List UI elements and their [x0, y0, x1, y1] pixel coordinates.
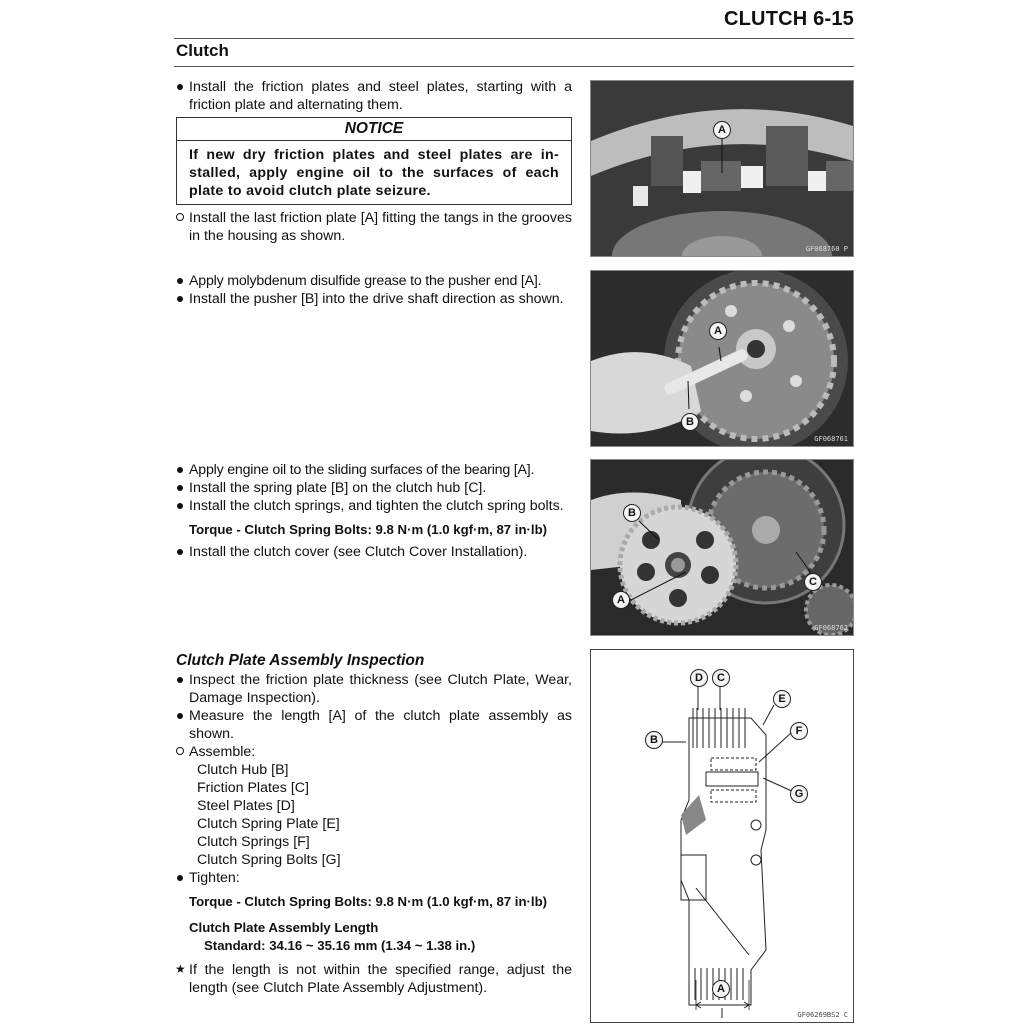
step-install-spring-plate: Install the spring plate [B] on the clutch hub [C].	[176, 479, 572, 497]
install-plates-block	[176, 78, 572, 245]
part-item: Clutch Spring Plate [E]	[197, 816, 340, 832]
pusher-install-photo	[591, 271, 853, 446]
spring-plate-block	[176, 461, 572, 561]
spec-title: Clutch Plate Assembly Length	[189, 920, 379, 935]
step-install-pusher: Install the pusher [B] into the drive shaft direction as shown.	[176, 290, 572, 308]
part-item: Clutch Spring Bolts [G]	[197, 852, 341, 868]
note-adjust-length: ★ If the length is not within the specified range, adjust the length (see Clutch Plate Assembly Adjustment).	[176, 961, 572, 997]
notice-title: NOTICE	[177, 118, 571, 141]
step-install-plates: Install the friction plates and steel plates, starting with a friction plate and alternating them.	[176, 78, 572, 114]
figure-pusher	[590, 270, 854, 447]
callout-c: C	[804, 573, 822, 591]
step-apply-grease: Apply molybdenum disulfide grease to the pusher end [A].	[176, 272, 572, 290]
figure-caption: GF06269BS2 C	[797, 1011, 848, 1019]
part-item: Clutch Hub [B]	[197, 762, 289, 778]
page-header: CLUTCH 6-15	[724, 8, 854, 30]
callout-f: F	[790, 722, 808, 740]
step-install-springs: Install the clutch springs, and tighten the clutch spring bolts.	[176, 497, 572, 515]
pusher-block	[176, 272, 572, 308]
callout-b: B	[681, 413, 699, 431]
step-apply-oil-bearing: Apply engine oil to the sliding surfaces of the bearing [A].	[176, 461, 572, 479]
callout-e: E	[773, 690, 791, 708]
callout-a: A	[712, 980, 730, 998]
step-assemble: Assemble:	[176, 743, 572, 761]
part-item: Clutch Springs [F]	[197, 834, 310, 850]
callout-g: G	[790, 785, 808, 803]
figure-spring-plate	[590, 459, 854, 636]
figure-last-friction-plate	[590, 80, 854, 257]
figure-caption: GF068762	[814, 624, 848, 632]
torque-spec: Torque - Clutch Spring Bolts: 9.8 N·m (1.0 kgf·m, 87 in·lb)	[189, 894, 548, 909]
section-rule	[174, 66, 854, 67]
callout-a: A	[709, 322, 727, 340]
clutch-housing-photo	[591, 81, 853, 256]
spec-standard: Standard: 34.16 ~ 35.16 mm (1.34 ~ 1.38 in.)	[204, 938, 476, 953]
header-rule	[174, 38, 854, 39]
callout-d: D	[690, 669, 708, 687]
step-last-friction-plate: Install the last friction plate [A] fitting the tangs in the grooves in the housing as shown.	[176, 209, 572, 245]
step-tighten: Tighten:	[176, 869, 572, 887]
spring-plate-photo	[591, 460, 853, 635]
callout-b: B	[623, 504, 641, 522]
step-measure-length: Measure the length [A] of the clutch plate assembly as shown.	[176, 707, 572, 743]
clutch-cross-section-diagram	[591, 650, 853, 1022]
step-install-cover: Install the clutch cover (see Clutch Cover Installation).	[176, 543, 572, 561]
callout-a: A	[612, 591, 630, 609]
callout-a: A	[713, 121, 731, 139]
step-inspect-thickness: Inspect the friction plate thickness (see Clutch Plate, Wear, Damage Inspection).	[176, 671, 572, 707]
inspection-block	[176, 651, 572, 997]
callout-b: B	[645, 731, 663, 749]
figure-caption: GF068760 P	[805, 245, 848, 253]
callout-c: C	[712, 669, 730, 687]
part-item: Steel Plates [D]	[197, 798, 295, 814]
inspection-heading: Clutch Plate Assembly Inspection	[176, 652, 425, 669]
notice-body: If new dry friction plates and steel plates are in-stalled, apply engine oil to the surfaces of each plate to avoid clutch plate seizure.	[189, 147, 559, 199]
figure-caption: GF068761	[814, 435, 848, 443]
notice-box	[176, 117, 572, 205]
torque-spec: Torque - Clutch Spring Bolts: 9.8 N·m (1.0 kgf·m, 87 in·lb)	[189, 522, 548, 537]
section-title: Clutch	[176, 41, 229, 60]
part-item: Friction Plates [C]	[197, 780, 309, 796]
figure-clutch-assembly-diagram	[590, 649, 854, 1023]
